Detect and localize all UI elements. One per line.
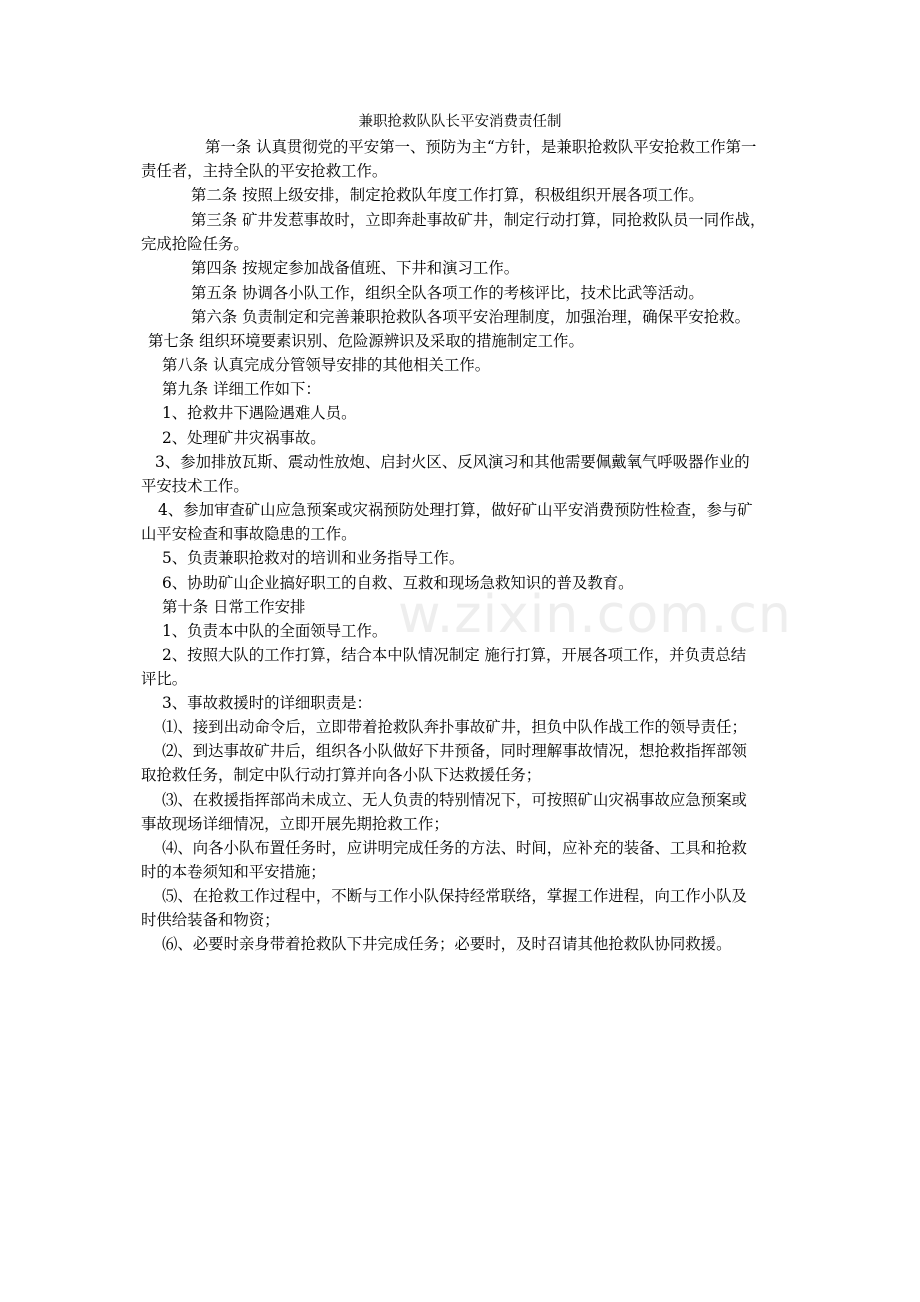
text-line: 第四条 按规定参加战备值班、下井和演习工作。 xyxy=(191,259,520,277)
text-line: 评比。 xyxy=(141,670,188,688)
text-line: 2、处理矿井灾祸事故。 xyxy=(162,429,326,447)
text-line: 时的本卷须知和平安措施； xyxy=(141,863,326,881)
text-line: 责任者，主持全队的平安抢救工作。 xyxy=(141,162,388,180)
text-line: 第七条 组织环境要素识别、危险源辨识及采取的措施制定工作。 xyxy=(148,332,584,350)
text-line: 第九条 详细工作如下： xyxy=(162,380,321,398)
text-line: 3、事故救援时的详细职责是： xyxy=(162,694,372,712)
text-line: 4、参加审查矿山应急预案或灾祸预防处理打算，做好矿山平安消费预防性检查，参与矿 xyxy=(158,501,753,519)
text-line: 完成抢险任务。 xyxy=(141,235,249,253)
text-line: ⑷、向各小队布置任务时，应讲明完成任务的方法、时间，应补充的装备、工具和抢救 xyxy=(162,839,747,857)
document-title: 兼职抢救队队长平安消费责任制 xyxy=(358,114,562,130)
watermark: w.zixin.com.cn xyxy=(398,585,792,645)
text-line: ⑴、接到出动命令后，立即带着抢救队奔扑事故矿井，担负中队作战工作的领导责任； xyxy=(162,718,747,736)
text-line: 取抢救任务，制定中队行动打算并向各小队下达救援任务； xyxy=(141,766,542,784)
text-line: 5、负责兼职抢救对的培训和业务指导工作。 xyxy=(162,549,465,567)
text-line: 山平安检查和事故隐患的工作。 xyxy=(141,525,357,543)
text-line: 平安技术工作。 xyxy=(141,477,249,495)
text-line: 第十条 日常工作安排 xyxy=(162,598,306,616)
text-line: 第五条 协调各小队工作，组织全队各项工作的考核评比，技术比武等活动。 xyxy=(191,284,704,302)
text-line: 事故现场详细情况，立即开展先期抢救工作； xyxy=(141,815,449,833)
text-line: 第一条 认真贯彻党的平安第一、预防为主“方针，是兼职抢救队平安抢救工作第一 xyxy=(205,138,757,156)
text-line: 6、协助矿山企业搞好职工的自救、互救和现场急救知识的普及教育。 xyxy=(162,574,634,592)
text-line: 1、抢救井下遇险遇难人员。 xyxy=(162,404,357,422)
text-line: 2、按照大队的工作打算，结合本中队情况制定 施行打算，开展各项工作，并负责总结 xyxy=(162,646,747,664)
text-line: 时供给装备和物资； xyxy=(141,911,280,929)
text-line: 1、负责本中队的全面领导工作。 xyxy=(162,622,388,640)
text-line: ⑵、到达事故矿井后，组织各小队做好下井预备，同时理解事故情况，想抢救指挥部领 xyxy=(162,742,747,760)
text-line: 3、参加排放瓦斯、震动性放炮、启封火区、反风演习和其他需要佩戴氧气呼吸器作业的 xyxy=(155,453,750,471)
text-line: ⑸、在抢救工作过程中，不断与工作小队保持经常联络，掌握工作进程，向工作小队及 xyxy=(162,887,747,905)
text-line: ⑹、必要时亲身带着抢救队下井完成任务；必要时，及时召请其他抢救队协同救援。 xyxy=(162,935,732,953)
text-line: 第八条 认真完成分管领导安排的其他相关工作。 xyxy=(162,356,491,374)
text-line: 第六条 负责制定和完善兼职抢救队各项平安治理制度，加强治理，确保平安抢救。 xyxy=(191,308,750,326)
text-line: 第二条 按照上级安排，制定抢救队年度工作打算，积极组织开展各项工作。 xyxy=(191,186,704,204)
text-line: 第三条 矿井发惹事故时，立即奔赴事故矿井，制定行动打算，同抢救队员一同作战， xyxy=(191,211,766,229)
text-line: ⑶、在救援指挥部尚未成立、无人负责的特别情况下，可按照矿山灾祸事故应急预案或 xyxy=(162,791,747,809)
